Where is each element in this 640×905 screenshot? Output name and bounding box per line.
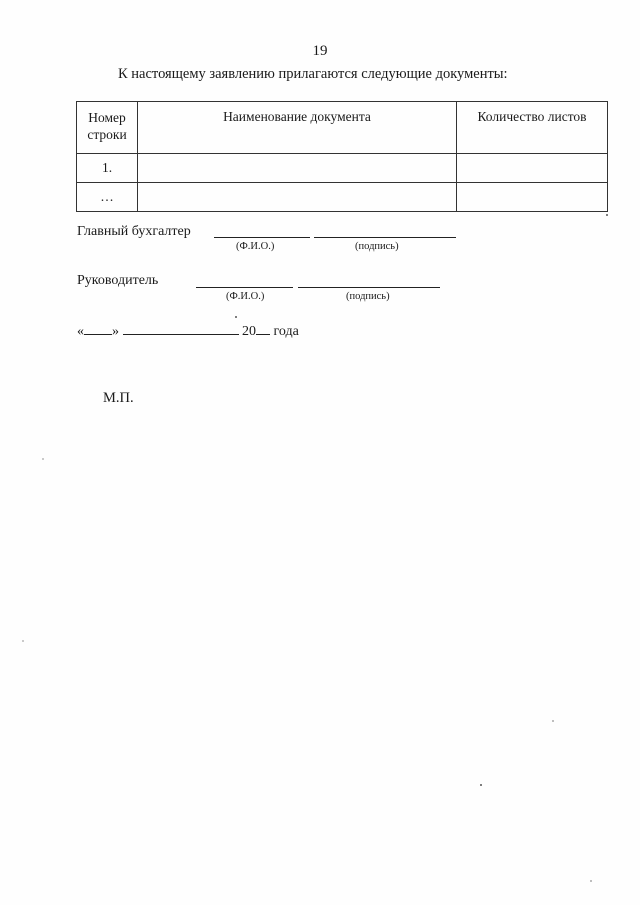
director-signature-line[interactable] xyxy=(298,287,440,288)
scan-speck xyxy=(235,316,237,318)
scan-speck xyxy=(480,784,482,786)
sheet-count-cell[interactable] xyxy=(457,183,608,212)
chief-accountant-fio-line[interactable] xyxy=(214,237,310,238)
scan-speck xyxy=(22,640,24,642)
document-name-cell[interactable] xyxy=(138,183,457,212)
table-row xyxy=(77,183,608,212)
director-signature-hint: (подпись) xyxy=(346,291,390,302)
header-row-number-line2: строки xyxy=(87,127,127,142)
header-document-name: Наименование документа xyxy=(138,102,457,154)
row-number-cell: … xyxy=(77,183,138,212)
row-number-cell: 1. xyxy=(77,154,138,183)
chief-accountant-signature-line[interactable] xyxy=(314,237,456,238)
date-year-line[interactable] xyxy=(256,322,270,335)
date-open-quote: « xyxy=(77,324,84,339)
chief-accountant-signature-hint: (подпись) xyxy=(355,241,399,252)
date-month-line[interactable] xyxy=(123,322,239,335)
stamp-place: М.П. xyxy=(103,390,134,406)
scan-speck xyxy=(552,720,554,722)
director-fio-hint: (Ф.И.О.) xyxy=(226,291,265,302)
header-row-number-line1: Номер xyxy=(88,110,126,125)
date-year-prefix: 20 xyxy=(242,324,256,339)
chief-accountant-label: Главный бухгалтер xyxy=(77,224,191,239)
director-fio-line[interactable] xyxy=(196,287,293,288)
director-label: Руководитель xyxy=(77,273,159,288)
sheet-count-cell[interactable] xyxy=(457,154,608,183)
documents-table xyxy=(76,101,608,212)
table-header-row xyxy=(77,102,608,154)
date-day-line[interactable] xyxy=(84,322,112,335)
chief-accountant-fio-hint: (Ф.И.О.) xyxy=(236,241,275,252)
document-name-cell[interactable] xyxy=(138,154,457,183)
scan-speck xyxy=(42,458,44,460)
page-number: 19 xyxy=(312,43,328,59)
scan-speck xyxy=(606,214,608,216)
header-row-number xyxy=(77,102,138,154)
scan-speck xyxy=(590,880,592,882)
header-sheet-count: Количество листов xyxy=(457,102,608,154)
table-row xyxy=(77,154,608,183)
date-year-suffix: года xyxy=(273,324,299,339)
intro-text: К настоящему заявлению прилагаются следующие документы: xyxy=(118,66,508,82)
date-close-quote: » xyxy=(112,324,119,339)
date-row xyxy=(77,322,299,340)
